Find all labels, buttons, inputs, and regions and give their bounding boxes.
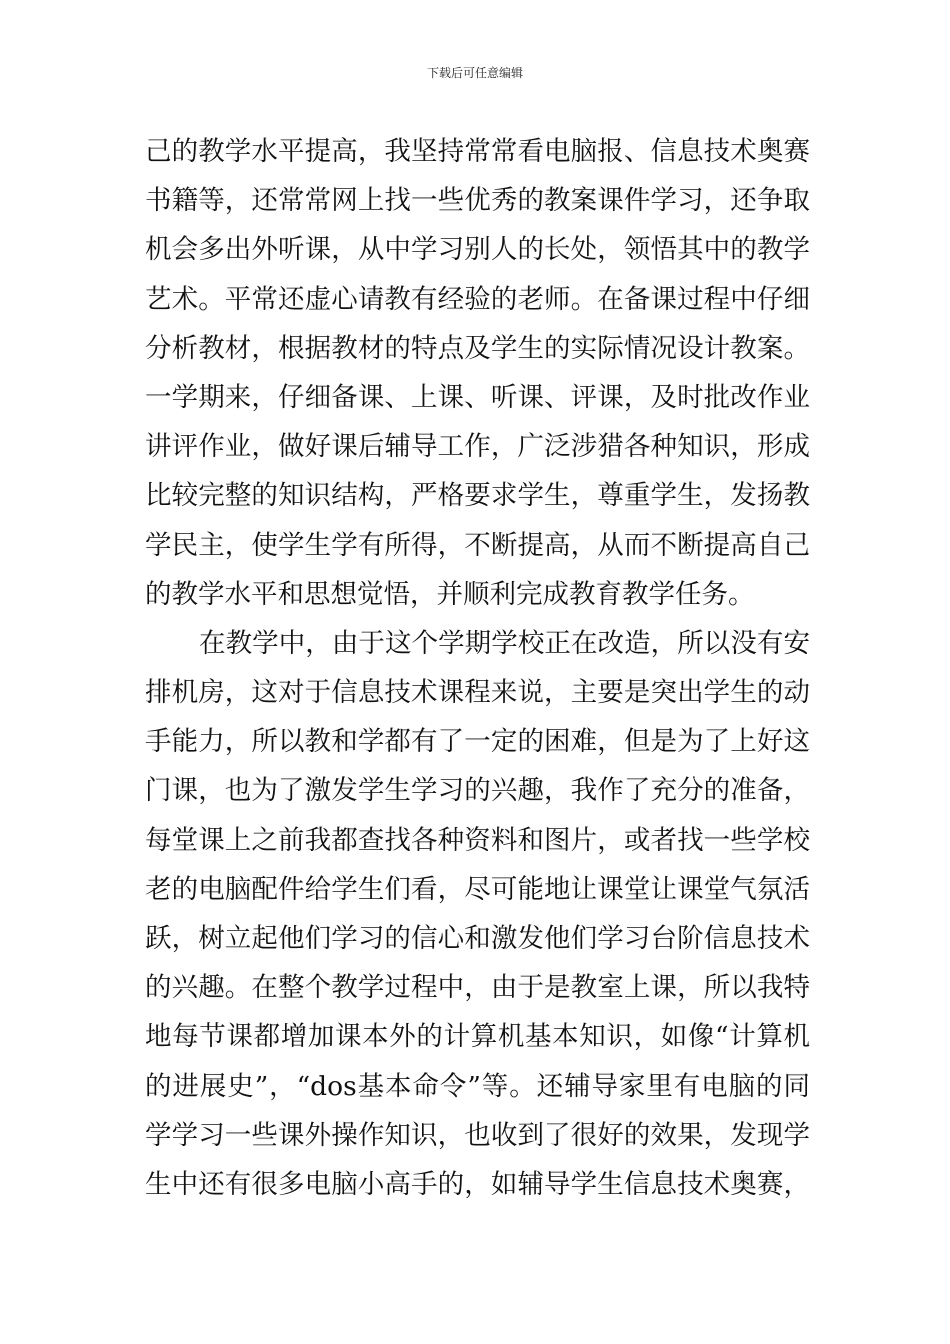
text-line: 每堂课上之前我都查找各种资料和图片，或者找一些学校 bbox=[145, 824, 810, 856]
text-line: 分析教材，根据教材的特点及学生的实际情况设计教案。 bbox=[145, 332, 810, 364]
text-line: 书籍等，还常常网上找一些优秀的教案课件学习，还争取 bbox=[145, 185, 810, 217]
text-line: 门课，也为了激发学生学习的兴趣，我作了充分的准备， bbox=[145, 775, 810, 807]
text-line: 学民主，使学生学有所得，不断提高，从而不断提高自己 bbox=[145, 529, 810, 561]
text-line: 学学习一些课外操作知识，也收到了很好的效果，发现学 bbox=[145, 1119, 810, 1151]
text-line: 一学期来，仔细备课、上课、听课、评课，及时批改作业 bbox=[145, 381, 810, 413]
text-line: 机会多出外听课，从中学习别人的长处，领悟其中的教学 bbox=[145, 234, 810, 266]
page-header: 下载后可任意编辑 bbox=[426, 66, 523, 80]
text-line: 手能力，所以教和学都有了一定的困难，但是为了上好这 bbox=[145, 726, 810, 758]
text-line: 讲评作业，做好课后辅导工作，广泛涉猎各种知识，形成 bbox=[145, 431, 810, 463]
text-line: 比较完整的知识结构，严格要求学生，尊重学生，发扬教 bbox=[145, 480, 810, 512]
text-line-paragraph-start: 在教学中，由于这个学期学校正在改造，所以没有安 bbox=[199, 627, 810, 659]
text-line: 己的教学水平提高，我坚持常常看电脑报、信息技术奥赛 bbox=[145, 136, 810, 167]
text-line: 排机房，这对于信息技术课程来说，主要是突出学生的动 bbox=[145, 677, 810, 709]
body-text bbox=[145, 127, 810, 1209]
text-line-paragraph-end: 的教学水平和思想觉悟，并顺利完成教育教学任务。 bbox=[145, 578, 755, 610]
text-line: 老的电脑配件给学生们看，尽可能地让课堂让课堂气氛活 bbox=[145, 873, 810, 905]
text-line: 艺术。平常还虚心请教有经验的老师。在备课过程中仔细 bbox=[145, 283, 810, 315]
text-line: 的进展史”，“dos基本命令”等。还辅导家里有电脑的同 bbox=[145, 1070, 810, 1102]
text-line: 生中还有很多电脑小高手的，如辅导学生信息技术奥赛， bbox=[145, 1168, 810, 1200]
text-line: 跃，树立起他们学习的信心和激发他们学习台阶信息技术 bbox=[145, 923, 810, 954]
text-line: 地每节课都增加课本外的计算机基本知识，如像“计算机 bbox=[145, 1021, 810, 1053]
text-line: 的兴趣。在整个教学过程中，由于是教室上课，所以我特 bbox=[145, 972, 810, 1004]
